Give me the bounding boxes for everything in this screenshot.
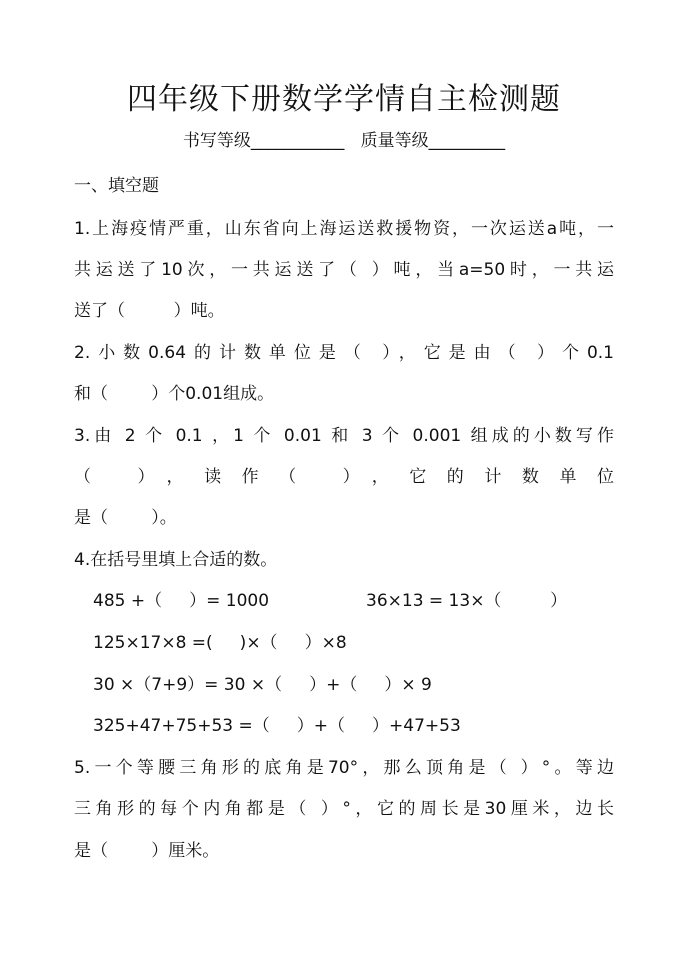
question-5-line-3: 是（ ）厘米。 [74,841,220,861]
question-4-row-1-left: 485 +（ ）= 1000 [93,591,270,611]
question-3-line-3: 是（ ）。 [74,508,177,528]
question-2-line-2: 和（ ）个0.01组成。 [74,384,275,404]
question-4-row-2: 125×17×8 =( )×（ ）×8 [93,633,347,653]
question-4-row-1-right: 36×13 = 13×（ ） [366,591,568,611]
question-2-line-1: 2.小数0.64的计数单位是（ ），它是由（ ）个0.1 [74,343,614,363]
question-1-line-2: 共运送了10次，一共运送了（ ）吨，当a=50时，一共运 [74,260,614,280]
section-heading: 一、填空题 [74,176,159,196]
question-4-row-4: 325+47+75+53 =（ ）+（ ）+47+53 [93,716,461,736]
question-1-line-3: 送了（ ）吨。 [74,301,225,321]
question-5-line-2: 三角形的每个内角都是（ ）°，它的周长是30厘米，边长 [74,799,614,819]
question-1-line-1: 1.上海疫情严重，山东省向上海运送救援物资，一次运送a吨，一 [74,219,614,239]
question-3-line-2: （ ），读作（ ），它的计数单位 [74,467,614,487]
grade-fields: 书写等级___________ 质量等级_________ [182,131,506,151]
question-5-line-1: 5.一个等腰三角形的底角是70°，那么顶角是（ ）°。等边 [74,758,614,778]
question-3-line-1: 3.由 2 个 0.1 ，1 个 0.01 和 3 个 0.001 组成的小数写作 [74,426,614,446]
page-title: 四年级下册数学学情自主检测题 [127,82,561,117]
question-4-title: 4.在括号里填上合适的数。 [74,550,278,570]
question-4-row-3: 30 ×（7+9）= 30 ×（ ）+（ ）× 9 [93,675,432,695]
